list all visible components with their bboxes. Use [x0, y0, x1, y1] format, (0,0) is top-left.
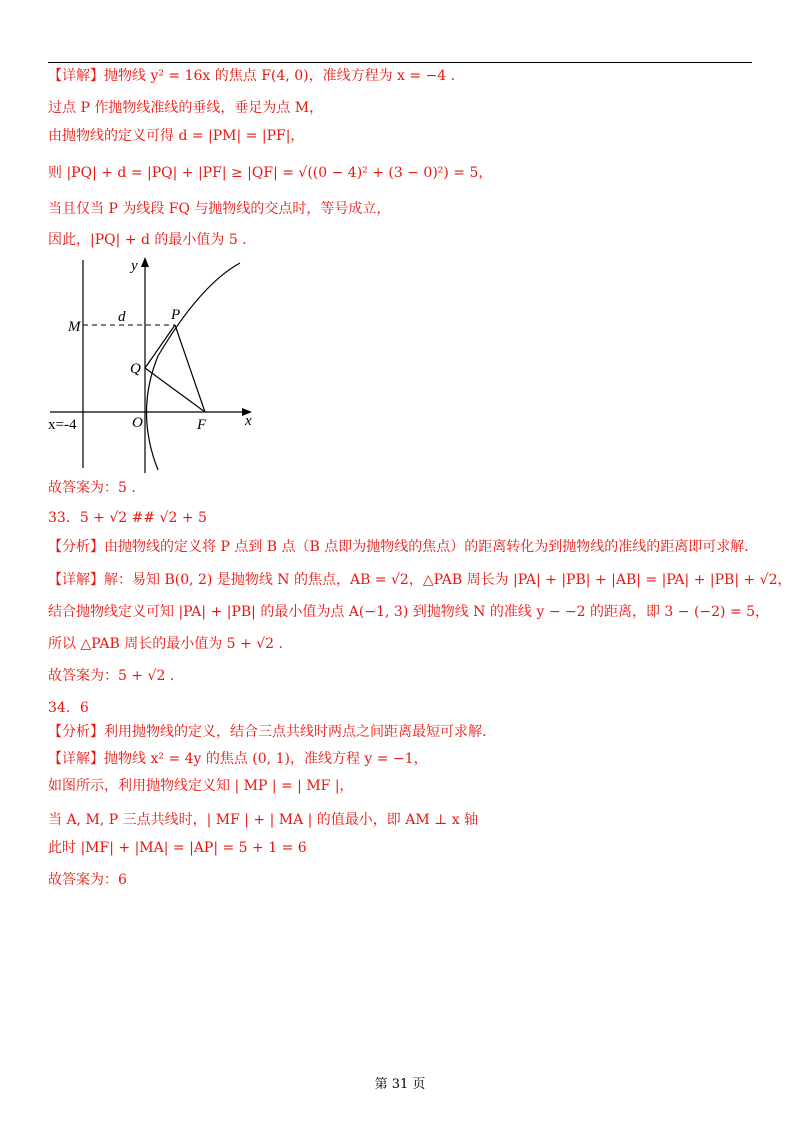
header-rule — [48, 62, 752, 63]
segment-QF — [145, 368, 205, 412]
text-line: 【详解】抛物线 y² = 16x 的焦点 F(4, 0)，准线方程为 x = −4 . — [48, 68, 456, 84]
question-number: 33．5 + √2 ## √2 + 5 — [48, 510, 207, 526]
page-footer: 第 31 页 — [374, 1077, 426, 1092]
parabola-figure — [40, 255, 270, 475]
text-line: 因此，|PQ| + d 的最小值为 5 . — [48, 232, 247, 248]
text-line: 如图所示，利用抛物线定义知 | MP | = | MF |， — [48, 778, 354, 794]
text-line: 【详解】抛物线 x² = 4y 的焦点 (0, 1)，准线方程 y = −1， — [48, 751, 428, 767]
segment-QP — [145, 325, 175, 368]
text-line: 由抛物线的定义可得 d = |PM| = |PF|， — [48, 128, 305, 144]
question-number: 34．6 — [48, 700, 89, 716]
text-line: 【分析】利用抛物线的定义，结合三点共线时两点之间距离最短可求解. — [48, 724, 487, 740]
text-line: 则 |PQ| + d = |PQ| + |PF| ≥ |QF| = √((0 − 4)² + (3 − 0)²) = 5， — [48, 165, 493, 181]
label-directrix: x=-4 — [48, 417, 77, 433]
text-line: 故答案为：5 + √2 . — [48, 668, 175, 684]
text-line: 结合抛物线定义可知 |PA| + |PB| 的最小值为点 A(−1, 3) 到抛物线 N 的准线 y − −2 的距离，即 3 − (−2) = 5， — [48, 604, 770, 620]
segment-PF — [175, 325, 205, 412]
text-line: 此时 |MF| + |MA| = |AP| = 5 + 1 = 6 — [48, 840, 307, 856]
label-O: O — [132, 415, 143, 431]
label-M: M — [68, 319, 81, 335]
label-x: x — [245, 413, 252, 429]
text-line: 过点 P 作抛物线准线的垂线，垂足为点 M， — [48, 100, 324, 116]
text-line: 故答案为：5 . — [48, 480, 136, 496]
y-axis-arrow — [141, 257, 149, 267]
parabola-curve — [147, 263, 241, 470]
text-line: 【分析】由抛物线的定义将 P 点到 B 点（B 点即为抛物线的焦点）的距离转化为到抛物线的准线的距离即可求解. — [48, 539, 749, 555]
label-y: y — [131, 258, 138, 274]
text-line: 【详解】解：易知 B(0, 2) 是抛物线 N 的焦点，AB = √2，△PAB 周长为 |PA| + |PB| + |AB| = |PA| + |PB| + √2， — [48, 572, 792, 588]
text-line: 当且仅当 P 为线段 FQ 与抛物线的交点时，等号成立， — [48, 201, 391, 217]
text-line: 当 A, M, P 三点共线时，| MF | + | MA | 的值最小，即 AM ⊥ x 轴 — [48, 812, 479, 828]
label-P: P — [171, 307, 181, 323]
label-d: d — [118, 309, 126, 325]
label-F: F — [197, 417, 207, 433]
text-line: 所以 △PAB 周长的最小值为 5 + √2 . — [48, 636, 283, 652]
text-line: 故答案为：6 — [48, 872, 127, 888]
label-Q: Q — [130, 361, 141, 377]
